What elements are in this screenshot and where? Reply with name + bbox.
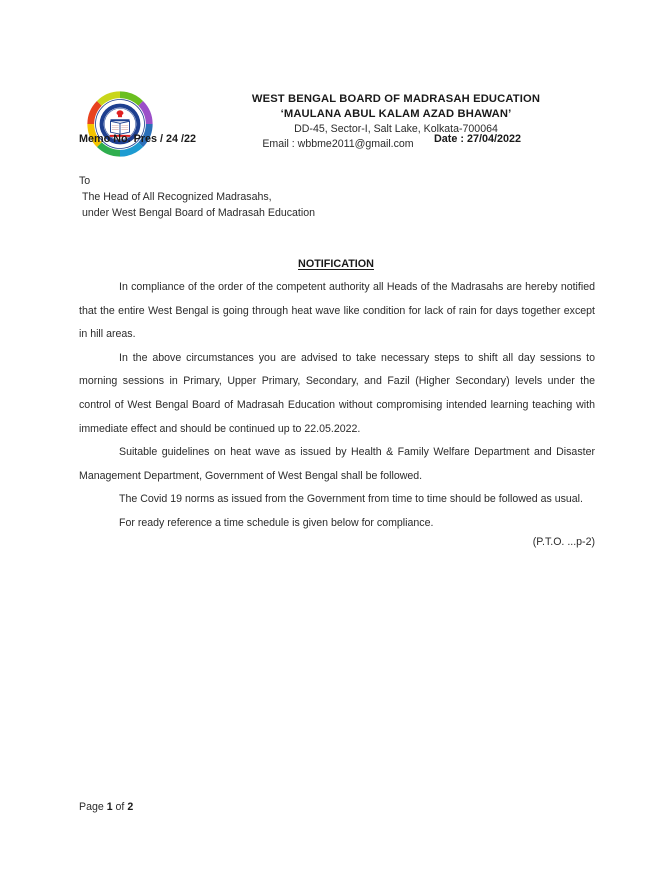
body-paragraph: The Covid 19 norms as issued from the Government from time to time should be followed as usual. (119, 493, 583, 506)
notification-body (79, 276, 595, 536)
memo-row (79, 133, 595, 149)
footer-current-page: 1 (106, 801, 113, 813)
addressee-authority: under West Bengal Board of Madrasah Education (82, 207, 316, 219)
body-paragraph: In compliance of the order of the competent authority all Heads of the Madrasahs are hereby notified that the entire West Bengal is going through heat wave like condition for lack of rain for days together except in hill areas. (79, 281, 595, 341)
addressee-block (79, 173, 529, 221)
body-paragraph: In the above circumstances you are advised to take necessary steps to shift all day sessions to morning sessions in Primary, Upper Primary, Secondary, and Fazil (Higher Secondary) levels under the control of West Bengal Board of Madrasah Education without compromising intended learning teaching with immediate effect and should be continued up to 22.05.2022. (79, 351, 595, 435)
building-name: ‘MAULANA ABUL KALAM AZAD BHAWAN’ (280, 108, 512, 120)
footer-prefix: Page (79, 801, 107, 813)
footer-middle: of (112, 801, 128, 813)
pto-note: (P.T.O. ...p-2) (532, 536, 595, 548)
addressee-to: To (79, 175, 91, 187)
body-paragraph: For ready reference a time schedule is given below for compliance. (119, 516, 434, 529)
board-address: DD-45, Sector-I, Salt Lake, Kolkata-700064 (294, 123, 498, 135)
board-name: WEST BENGAL BOARD OF MADRASAH EDUCATION (251, 93, 541, 105)
notification-title-text: NOTIFICATION (298, 258, 374, 270)
memo-number: Memo No. Pres / 24 /22 (79, 133, 197, 145)
page-footer (79, 801, 133, 813)
board-email: Email : wbbme2011@gmail.com (262, 138, 414, 150)
notification-title (0, 254, 672, 272)
memo-date: Date : 27/04/2022 (434, 133, 522, 145)
body-paragraph: Suitable guidelines on heat wave as issued by Health & Family Welfare Department and Disaster Management Department, Government of West Bengal shall be followed. (79, 446, 595, 482)
footer-total-pages: 2 (127, 801, 134, 813)
addressee-recipient: The Head of All Recognized Madrasahs, (82, 191, 272, 203)
